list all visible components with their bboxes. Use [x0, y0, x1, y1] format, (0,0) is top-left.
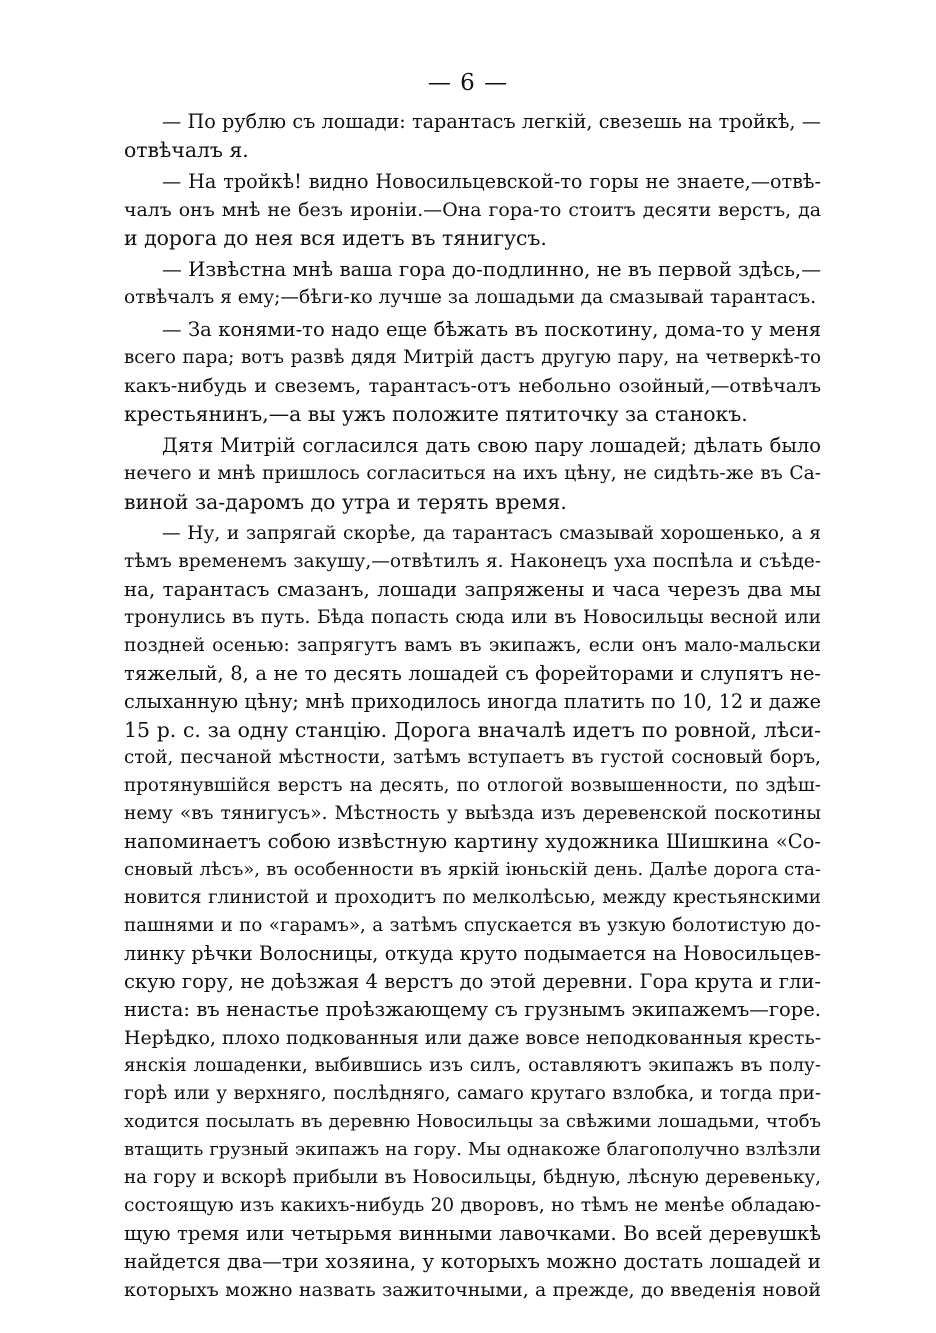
- text-line: нему «въ тянигусъ». Мѣстность у выѣзда изъ деревенской поскотины: [124, 803, 821, 824]
- text-line: отвѣчалъ я.: [124, 138, 249, 162]
- text-line: скую гору, не доѣзжая 4 верстъ до этой деревни. Гора крута и гли-: [124, 970, 821, 993]
- text-line: — По рублю съ лошади: тарантасъ легкій, свезешь на тройкѣ, —: [162, 110, 821, 133]
- text-line: 15 р. с. за одну станцію. Дорога вначалѣ идетъ по ровной, лѣси-: [124, 718, 821, 742]
- text-line: нечего и мнѣ пришлось согласиться на ихъ цѣну, не сидѣть-же въ Са-: [124, 463, 821, 484]
- page-number: — 6 —: [427, 70, 509, 96]
- text-line: поздней осенью: запрягутъ вамъ въ экипажъ, если онъ мало-мальски: [124, 635, 821, 656]
- text-line: — За конями-то надо еще бѣжать въ поскотину, дома-то у меня: [162, 318, 821, 341]
- text-line: которыхъ можно назвать зажиточными, а прежде, до введенія новой: [124, 1279, 821, 1301]
- text-line: ниста: въ ненастье проѣзжающему съ грузнымъ экипажемъ—горе.: [124, 998, 821, 1021]
- text-line: линку рѣчки Волосницы, откуда круто подымается на Новосильцев-: [124, 942, 821, 965]
- text-line: протянувшійся верстъ на десять, по отлогой возвышенности, по здѣш-: [124, 775, 821, 796]
- text-line: — Ну, и запрягай скорѣе, да тарантасъ смазывай хорошенько, а я: [162, 523, 821, 544]
- text-line: тяжелый, 8, а не то десять лошадей съ форейторами и слупятъ не-: [124, 662, 821, 685]
- text-line: тронулись въ путь. Бѣда попасть сюда или въ Новосильцы весной или: [124, 607, 821, 628]
- text-line: на гору и вскорѣ прибыли въ Новосильцы, бѣдную, лѣсную деревеньку,: [124, 1167, 821, 1188]
- text-line: втащить грузный экипажъ на гору. Мы однакоже благополучно взлѣзли: [124, 1139, 821, 1160]
- text-line: новится глинистой и проходитъ по мелколѣсью, между крестьянскими: [124, 887, 821, 908]
- text-line: найдется два—три хозяина, у которыхъ можно достать лошадей и: [124, 1250, 821, 1273]
- text-line: и дорога до нея вся идетъ въ тянигусъ.: [124, 226, 547, 250]
- text-line: слыханную цѣну; мнѣ приходилось иногда платить по 10, 12 и даже: [124, 690, 821, 713]
- text-line: крестьянинъ,—а вы ужъ положите пятиточку за станокъ.: [124, 402, 748, 426]
- text-line: сновый лѣсъ», въ особенности въ яркій іюньскій день. Далѣе дорога ста-: [124, 859, 821, 880]
- text-line: ходится посылать въ деревню Новосильцы за свѣжими лошадьми, чтобъ: [124, 1111, 821, 1132]
- text-line: на, тарантасъ смазанъ, лошади запряжены и часа черезъ два мы: [124, 578, 821, 601]
- text-line: всего пара; вотъ развѣ дядя Митрій дастъ другую пару, на четверкѣ-то: [124, 347, 821, 368]
- text-line: виной за-даромъ до утра и терять время.: [124, 490, 567, 514]
- text-line: — На тройкѣ! видно Новосильцевской-то горы не знаете,—отвѣ-: [162, 170, 821, 193]
- text-line: состоящую изъ какихъ-нибудь 20 дворовъ, но тѣмъ не менѣе обладаю-: [124, 1195, 821, 1216]
- text-line: янскія лошаденки, выбившись изъ силъ, оставляютъ экипажъ въ полу-: [124, 1055, 821, 1076]
- text-line: Дятя Митрій согласился дать свою пару лошадей; дѣлать было: [162, 434, 821, 457]
- text-line: отвѣчалъ я ему;—бѣги-ко лучше за лошадьми да смазывай тарантасъ.: [124, 287, 817, 308]
- text-line: стой, песчаной мѣстности, затѣмъ вступаетъ въ густой сосновый боръ,: [124, 747, 821, 768]
- text-line: горѣ или у верхняго, послѣдняго, самаго крутаго взлобка, и тогда при-: [124, 1083, 821, 1104]
- text-line: тѣмъ временемъ закушу,—отвѣтилъ я. Наконецъ уха поспѣла и съѣде-: [124, 551, 821, 572]
- body-text: [124, 108, 821, 1304]
- text-line: щую тремя или четырьмя винными лавочками. Во всей деревушкѣ: [124, 1222, 821, 1245]
- text-line: пашнями и по «гарамъ», а затѣмъ спускается въ узкую болотистую до-: [124, 915, 821, 936]
- text-line: Нерѣдко, плохо подкованныя или даже вовсе неподкованныя кресть-: [124, 1027, 822, 1049]
- text-line: какъ-нибудь и свеземъ, тарантасъ-отъ небольно озойный,—отвѣчалъ: [124, 375, 821, 397]
- text-line: — Извѣстна мнѣ ваша гора до-подлинно, не въ первой здѣсь,—: [162, 258, 821, 281]
- text-line: напоминаетъ собою извѣстную картину художника Шишкина «Со-: [124, 830, 821, 853]
- text-line: чалъ онъ мнѣ не безъ ироніи.—Она гора-то стоитъ десяти верстъ, да: [124, 199, 821, 221]
